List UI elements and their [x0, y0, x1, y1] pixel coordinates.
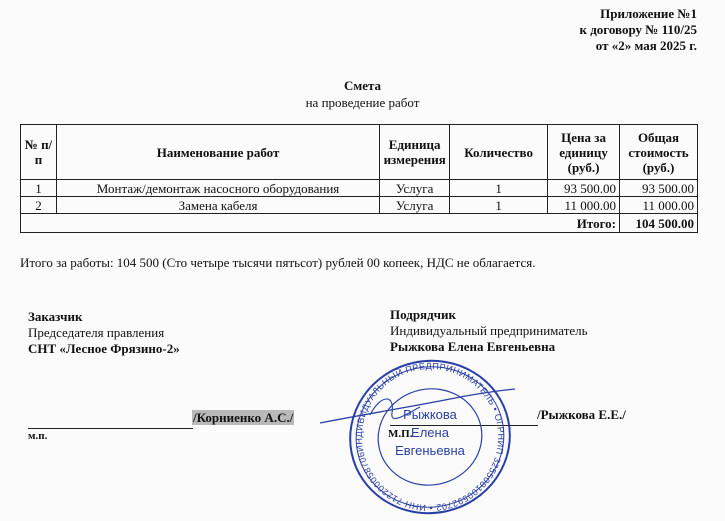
contractor-block [390, 307, 588, 355]
header-qty: Количество [450, 125, 548, 180]
customer-signature-name [192, 410, 294, 426]
customer-org: СНТ «Лесное Фрязино-2» [28, 341, 180, 356]
cell-num: 1 [21, 180, 57, 197]
customer-block [28, 309, 180, 357]
annex-header [579, 6, 697, 54]
annex-number: Приложение №1 [600, 6, 697, 21]
cell-num: 2 [21, 197, 57, 214]
header-num: № п/п [21, 125, 57, 180]
total-summary: Итого за работы: 104 500 (Сто четыре тысячи пятьсот) рублей 00 копеек, НДС не облагается. [20, 255, 536, 270]
stamp-outer-textpath: ИНДИВИДУАЛЬНЫЙ ПРЕДПРИНИМАТЕЛЬ • ОГРНИП 325508100592702 • ИНН 712200058706 [353, 360, 507, 514]
cell-unit: Услуга [380, 197, 450, 214]
contractor-heading: Подрядчик [390, 307, 456, 322]
signature-scribble [300, 385, 520, 435]
cell-unit: Услуга [380, 180, 450, 197]
estimate-table [20, 124, 698, 233]
customer-mp: м.п. [28, 430, 48, 442]
contractor-name: Рыжкова Елена Евгеньевна [390, 339, 556, 354]
cell-price: 11 000.00 [548, 197, 620, 214]
customer-signature-line [28, 427, 193, 429]
customer-position: Председателя правления [28, 325, 165, 340]
document-title: Смета [343, 78, 382, 93]
contractor-signature-name: /Рыжкова Е.Е./ [537, 407, 626, 422]
contractor-mp: М.П. [388, 428, 413, 440]
contractor-stamp [345, 357, 515, 517]
document-subtitle: на проведение работ [305, 95, 420, 110]
cell-qty: 1 [450, 180, 548, 197]
cell-name: Монтаж/демонтаж насосного оборудования [56, 180, 379, 197]
header-unit: Единица измерения [380, 125, 450, 180]
total-value: 104 500.00 [620, 214, 698, 233]
customer-signature-text: /Корниенко А.С./ [193, 410, 294, 425]
table-header-row [21, 125, 698, 180]
stamp-graphic [345, 357, 515, 517]
cell-total: 11 000.00 [620, 197, 698, 214]
cell-qty: 1 [450, 197, 548, 214]
annex-date: от «2» мая 2025 г. [595, 38, 697, 53]
contractor-position: Индивидуальный предприниматель [390, 323, 588, 338]
header-name: Наименование работ [56, 125, 379, 180]
cell-price: 93 500.00 [548, 180, 620, 197]
table-row [21, 197, 698, 214]
header-price: Цена за единицу (руб.) [548, 125, 620, 180]
total-label: Итого: [21, 214, 620, 233]
signature-scribble-graphic [300, 385, 520, 435]
table-total-row [21, 214, 698, 233]
table-row [21, 180, 698, 197]
stamp-center-line1: Рыжкова [403, 407, 457, 422]
customer-heading: Заказчик [28, 309, 83, 324]
header-total: Общая стоимость (руб.) [620, 125, 698, 180]
cell-name: Замена кабеля [56, 197, 379, 214]
stamp-center-line2: Елена [411, 425, 449, 440]
annex-contract: к договору № 110/25 [579, 22, 697, 37]
cell-total: 93 500.00 [620, 180, 698, 197]
stamp-center-line3: Евгеньевна [395, 443, 465, 458]
